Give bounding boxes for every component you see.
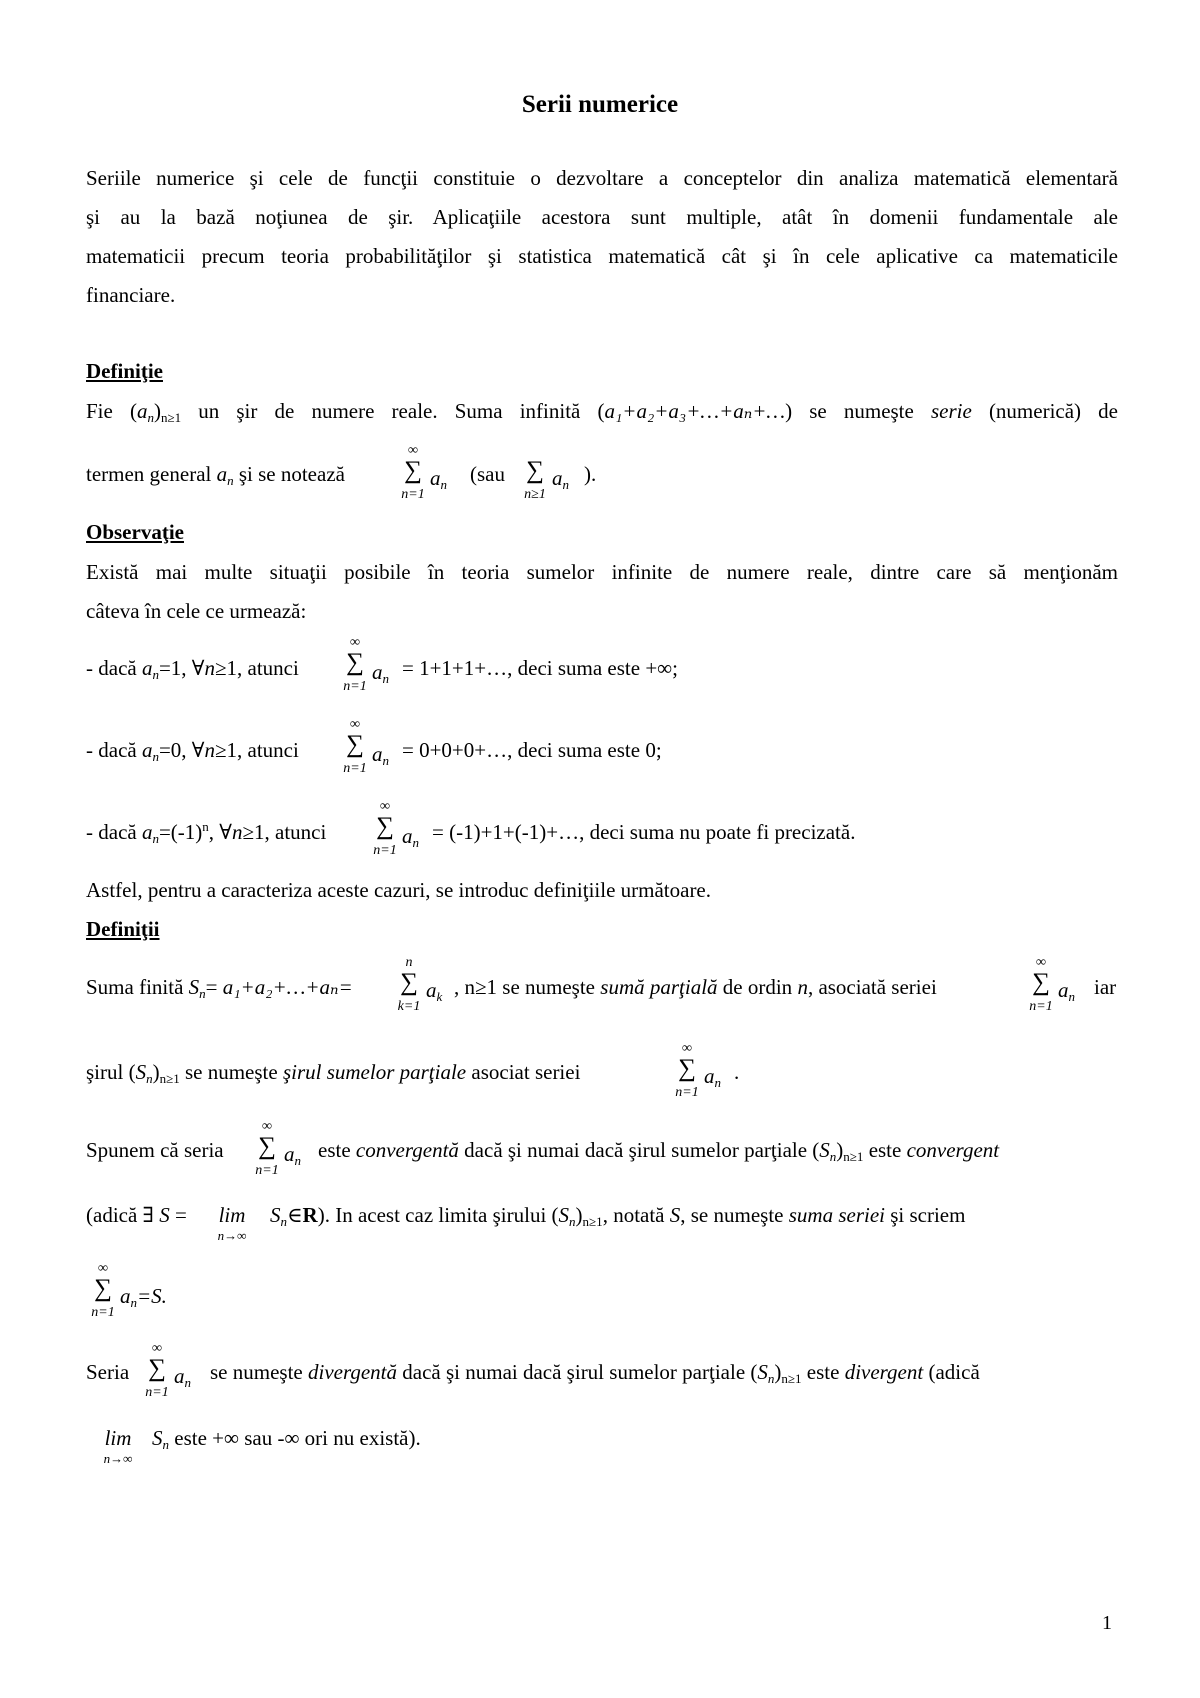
term-an: $a_n$ <box>284 1142 301 1168</box>
case-2: - dacă $a_n=0$, ∀n≥1, atunci <box>86 738 299 764</box>
term-an: $a_n$ <box>704 1064 721 1090</box>
divergence-end: $S_n$ este +∞ sau -∞ ori nu există). <box>152 1426 421 1452</box>
term-an: $a_n$ <box>372 660 389 686</box>
sum-symbol: ∞ ∑ n=1 <box>675 1041 699 1100</box>
sum-symbol: ∞ ∑ n=1 <box>255 1119 279 1178</box>
term-an: $a_n$ <box>402 824 419 850</box>
page-title: Serii numerice <box>521 91 679 118</box>
observation-heading: Observaţie <box>86 520 184 544</box>
definition-line-1: Fie $(a_n)_{n\ge 1}$ un şir de numere reale. Suma infinită (a₁+a₂+a₃+…+aₙ+…) se numeşte serie (numerică) de <box>86 399 1119 425</box>
case-3-result: = (-1)+1+(-1)+…, deci suma nu poate fi precizată. <box>432 820 856 844</box>
sum-symbol: ∞ ∑ n=1 <box>145 1341 169 1400</box>
term-ak: $a_k$ <box>426 978 443 1004</box>
partial-sum-iar: iar <box>1094 975 1117 999</box>
limit-line-start: (adică ∃ S = <box>86 1203 187 1227</box>
divergence-line: se numeşte divergentă dacă şi numai dacă şirul sumelor parţiale $(S_n)_{n\ge 1}$ este divergent (adică <box>210 1360 980 1386</box>
term-an: $a_n$ <box>552 466 569 492</box>
convergence-line: este convergentă dacă şi numai dacă şirul sumelor parţiale $(S_n)_{n\ge 1}$ este convergent <box>318 1138 1000 1164</box>
intro-line-1: Seriile numerice şi cele de funcţii constituie o dezvoltare a conceptelor din analiza matematică elementară <box>86 166 1118 190</box>
definition-sau: (sau <box>470 462 505 486</box>
term-an: $a_n$ <box>1058 978 1075 1004</box>
page-number: 1 <box>1102 1612 1112 1634</box>
convergence-line-start: Spunem că seria <box>86 1138 224 1162</box>
term-an: $a_n$ <box>372 742 389 768</box>
intro-line-3: matematicii precum teoria probabilităţilor şi statistica matematică cât şi în cele aplicative ca matematicile <box>86 244 1118 268</box>
definition-heading: Definiţie <box>86 359 163 383</box>
sum-symbol: n ∑ k=1 <box>397 955 421 1014</box>
sum-symbol: ∑ n≥1 <box>524 457 546 502</box>
limit-line: $S_n\in R$). In acest caz limita şirului $(S_n)_{n\ge 1}$, notată S, se numeşte suma seriei şi scriem <box>270 1203 966 1229</box>
case-1: - dacă $a_n=1$, ∀n≥1, atunci <box>86 656 299 682</box>
definitions-heading: Definiţii <box>86 917 160 941</box>
case-3: - dacă $a_n=(-1)^n$, ∀n≥1, atunci <box>86 819 327 846</box>
observation-line-2: câteva în cele ce urmează: <box>86 599 307 623</box>
sum-symbol: ∞ ∑ n=1 <box>373 799 397 858</box>
divergence-line-start: Seria <box>86 1360 130 1384</box>
sum-symbol: ∞ ∑ n=1 <box>343 717 367 776</box>
sum-equals-s: $a_n=S$. <box>120 1284 167 1310</box>
observation-line-1: Există mai multe situaţii posibile în teoria sumelor infinite de numere reale, dintre care să menţionăm <box>86 560 1118 584</box>
partial-sum-line: Suma finită $S_n=$ a₁+a₂+…+aₙ= <box>86 975 353 1001</box>
definition-end: ). <box>584 462 597 486</box>
term-an: $a_n$ <box>174 1364 191 1390</box>
definition-line-2: termen general $a_n$ şi se notează <box>86 462 345 488</box>
limit-operator: lim n→∞ <box>103 1426 133 1466</box>
sum-symbol: ∞ ∑ n=1 <box>343 635 367 694</box>
term-an: $a_n$ <box>430 466 447 492</box>
case-1-result: = 1+1+1+…, deci suma este +∞; <box>402 656 678 680</box>
observation-conclusion: Astfel, pentru a caracteriza aceste cazuri, se introduc definiţiile următoare. <box>86 878 712 902</box>
partial-sums-sequence-line: şirul $(S_n)_{n\ge 1}$ se numeşte şirul sumelor parţiale asociat seriei <box>86 1060 581 1086</box>
sum-symbol: ∞ ∑ n=1 <box>91 1261 115 1320</box>
partial-sum-text: , n≥1 se numeşte sumă parţială de ordin n, asociată seriei <box>454 975 937 999</box>
limit-operator: lim n→∞ <box>217 1203 247 1243</box>
period: . <box>734 1060 740 1084</box>
sum-symbol: ∞ ∑ n=1 <box>401 443 425 502</box>
intro-line-4: financiare. <box>86 283 176 307</box>
intro-line-2: şi au la bază noţiunea de şir. Aplicaţiile acestora sunt multiple, atât în domenii fundamentale ale <box>86 205 1118 229</box>
case-2-result: = 0+0+0+…, deci suma este 0; <box>402 738 662 762</box>
sum-symbol: ∞ ∑ n=1 <box>1029 955 1053 1014</box>
